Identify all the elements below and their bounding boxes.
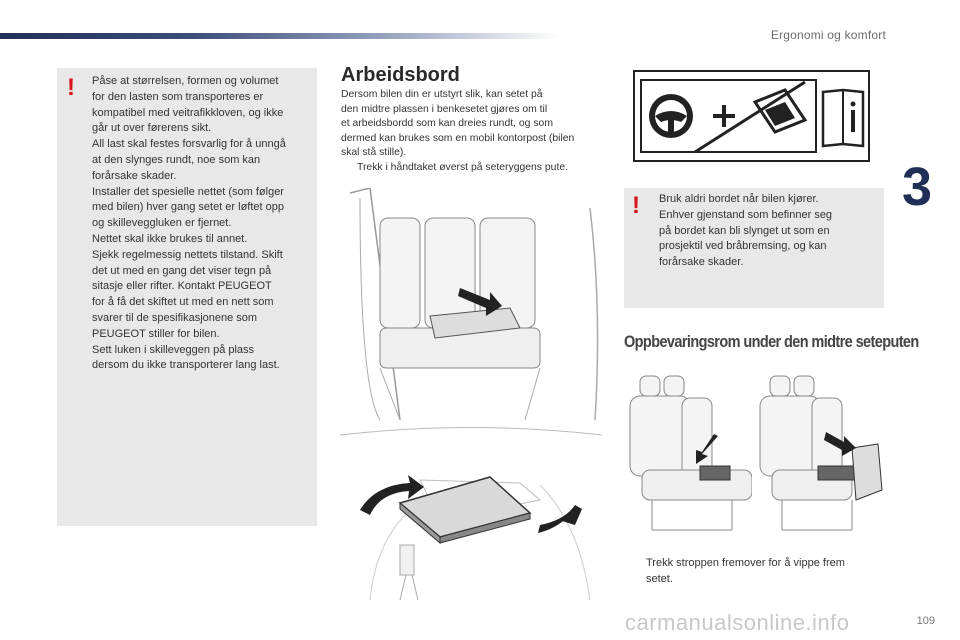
page-number: 109	[916, 615, 935, 627]
illustration-seat-tilted	[752, 370, 884, 540]
warning-line: med bilen) hver gang setet er løftet opp	[92, 201, 284, 214]
exclamation-icon: !	[632, 192, 640, 219]
warning-box-table	[624, 188, 884, 308]
warning-line: kompatibel med veitrafikkloven, og ikke	[92, 106, 284, 119]
chapter-number: 3	[901, 157, 932, 217]
illustration-seat-closed	[622, 370, 752, 540]
instruction-bullet	[341, 161, 603, 176]
warning-line: Sjekk regelmessig nettets tilstand. Skift	[92, 248, 283, 261]
pictogram-graphic	[635, 72, 868, 160]
warning-line: på bordet kan bli slynget ut som en	[659, 224, 830, 237]
instruction-bullet-strap	[628, 556, 878, 588]
warning-line: at den slynges rundt, noe som kan	[92, 153, 261, 166]
warning-line: PEUGEOT stiller for bilen.	[92, 327, 220, 340]
warning-line: forårsake skader.	[659, 256, 744, 269]
instruction-text	[646, 556, 845, 588]
seat-closed-drawing	[622, 370, 752, 540]
bullet-arrow-icon	[628, 556, 638, 588]
body-line: Dersom bilen din er utstyrt slik, kan setet på	[341, 89, 543, 100]
body-line: den midtre plassen i benkesetet gjøres om til	[341, 103, 548, 115]
seat-tilted-drawing	[752, 370, 884, 540]
warning-line: for den lasten som transporteres er	[92, 90, 264, 103]
warning-line: for å få det skiftet ut med en nett som	[92, 296, 274, 309]
watermark: carmanualsonline.info	[625, 610, 850, 635]
warning-line: og skilleveggluken er fjernet.	[92, 217, 232, 230]
warning-line: Enhver gjenstand som befinner seg	[659, 208, 833, 221]
warning-line: prosjektil ved bråbremsing, og kan	[659, 240, 827, 253]
header-accent-bar	[0, 33, 560, 39]
warning-line: går ut over førerens sikt.	[92, 122, 212, 135]
warning-line: sitasje eller rifter. Kontakt PEUGEOT	[92, 280, 272, 293]
instruction-line: Trekk stroppen fremover for å vippe frem	[646, 557, 845, 569]
table-detail-drawing	[340, 425, 602, 600]
seat-bench-drawing	[340, 188, 602, 420]
body-line: dermed kan brukes som en mobil kontorpost (bilen	[341, 132, 575, 144]
warning-text-table	[659, 192, 874, 271]
body-line: et arbeidsbordd som kan dreies rundt, og som	[341, 118, 553, 130]
warning-text-cargo	[92, 74, 312, 374]
bullet-arrow-icon	[341, 161, 351, 176]
warning-line: Nettet skal ikke brukes til annet.	[92, 232, 248, 245]
illustration-seat-with-table	[340, 188, 602, 420]
warning-line: dersom du ikke transporterer lang last.	[92, 359, 280, 372]
section-title-arbeidsbord: Arbeidsbord	[341, 64, 460, 86]
warning-line: Sett luken i skilleveggen på plass	[92, 343, 255, 356]
warning-line: svarer til de spesifikasjonene som	[92, 311, 258, 324]
section-body-arbeidsbord	[341, 88, 603, 176]
warning-line: forårsake skader.	[92, 169, 177, 182]
instruction-line: setet.	[646, 572, 673, 585]
pictogram-no-table-while-driving	[633, 70, 870, 162]
steering-wheel-icon	[649, 94, 693, 138]
warning-box-cargo	[57, 68, 317, 526]
warning-line: Installer det spesielle nettet (som følger	[92, 185, 284, 198]
warning-line: det ut med en gang det viser tegn på	[92, 264, 272, 277]
plus-sign-icon	[713, 105, 735, 127]
body-line: skal stå stille).	[341, 147, 407, 159]
instruction-text: Trekk i håndtaket øverst på seteryggens pute.	[357, 161, 568, 173]
illustration-rotating-table	[340, 425, 602, 600]
warning-line: Påse at størrelsen, formen og volumet	[92, 75, 279, 87]
section-title-storage: Oppbevaringsrom under den midtre seteputen	[624, 333, 919, 352]
header-title: Ergonomi og komfort	[770, 28, 886, 42]
manual-book-icon	[823, 90, 863, 146]
exclamation-icon: !	[67, 74, 75, 101]
warning-line: All last skal festes forsvarlig for å unngå	[92, 138, 286, 151]
warning-line: Bruk aldri bordet når bilen kjører.	[659, 193, 819, 205]
